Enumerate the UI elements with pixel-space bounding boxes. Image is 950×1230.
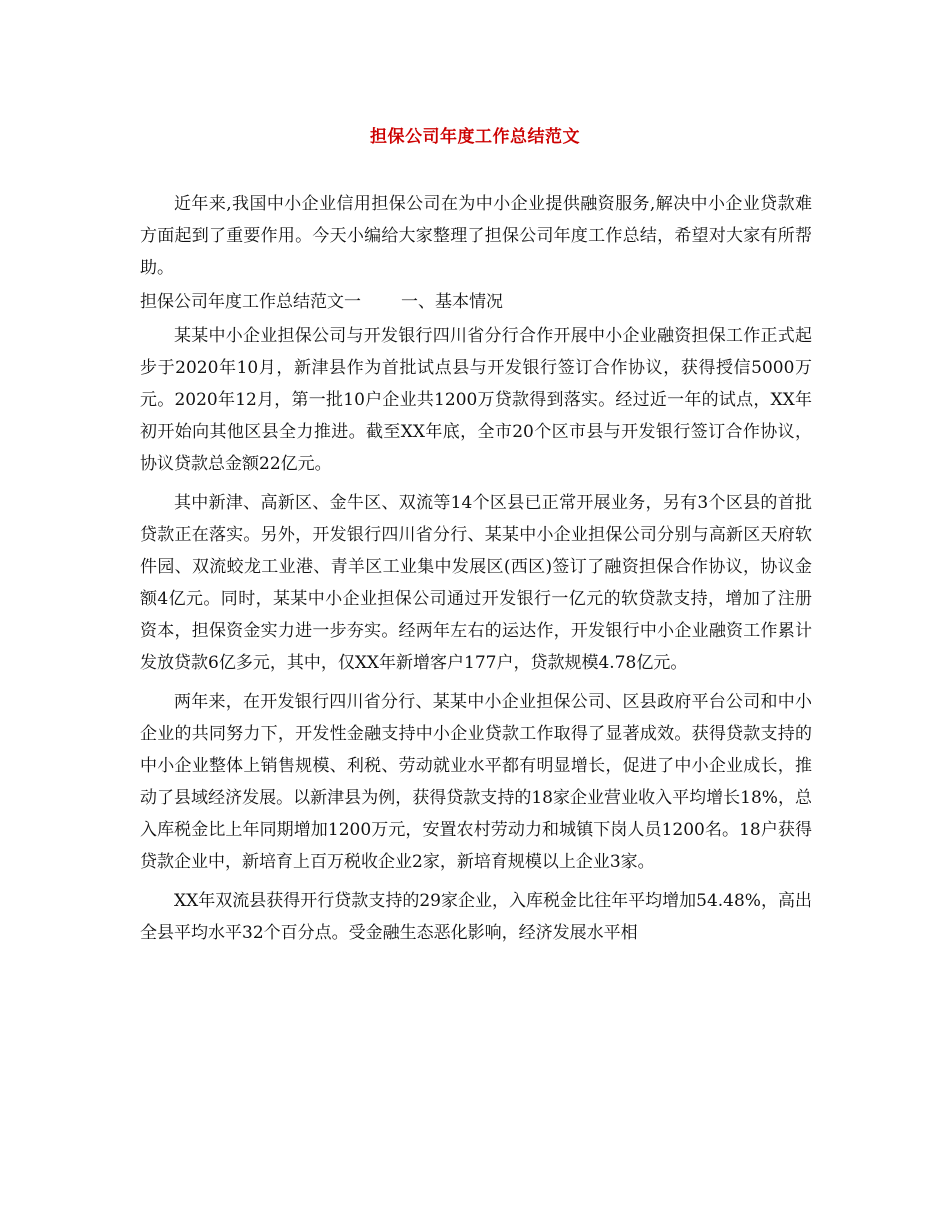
body-paragraph-1: 某某中小企业担保公司与开发银行四川省分行合作开展中小企业融资担保工作正式起步于2020年10月，新津县作为首批试点县与开发银行签订合作协议，获得授信5000万元。2020年12月，第一批10户企业共1200万贷款得到落实。经过近一年的试点，XX年初开始向其他区县全力推进。截至XX年底，全市20个区市县与开发银行签订合作协议，协议贷款总金额22亿元。 [140,326,812,474]
body-paragraph-3: 两年来，在开发银行四川省分行、某某中小企业担保公司、区县政府平台公司和中小企业的共同努力下，开发性金融支持中小企业贷款工作取得了显著成效。获得贷款支持的中小企业整体上销售规模、利税、劳动就业水平都有明显增长，促进了中小企业成长，推动了县域经济发展。以新津县为例，获得贷款支持的18家企业营业收入平均增长18%，总入库税金比上年同期增加1200万元，安置农村劳动力和城镇下岗人员1200名。18户获得贷款企业中，新培育上百万税收企业2家，新培育规模以上企业3家。 [140,692,812,872]
subsection-heading: 一、基本情况 [401,292,503,312]
body-paragraph-2: 其中新津、高新区、金牛区、双流等14个区县已正常开展业务，另有3个区县的首批贷款正在落实。另外，开发银行四川省分行、某某中小企业担保公司分别与高新区天府软件园、双流蛟龙工业港、青羊区工业集中发展区(西区)签订了融资担保合作协议，协议金额4亿元。同时，某某中小企业担保公司通过开发银行一亿元的软贷款支持，增加了注册资本，担保资金实力进一步夯实。经两年左右的运达作，开发银行中小企业融资工作累计发放贷款6亿多元，其中，仅XX年新增客户177户，贷款规模4.78亿元。 [140,493,812,673]
document-body [140,188,812,956]
body-paragraph-4: XX年双流县获得开行贷款支持的29家企业，入库税金比往年平均增加54.48%，高出全县平均水平32个百分点。受金融生态恶化影响，经济发展水平相 [140,891,812,943]
intro-paragraph: 近年来,我国中小企业信用担保公司在为中小企业提供融资服务,解决中小企业贷款难方面起到了重要作用。今天小编给大家整理了担保公司年度工作总结，希望对大家有所帮助。 [140,194,812,278]
document-title: 担保公司年度工作总结范文 [370,127,580,147]
section-heading: 担保公司年度工作总结范文一 [140,292,361,312]
section-heading-line [140,286,812,318]
